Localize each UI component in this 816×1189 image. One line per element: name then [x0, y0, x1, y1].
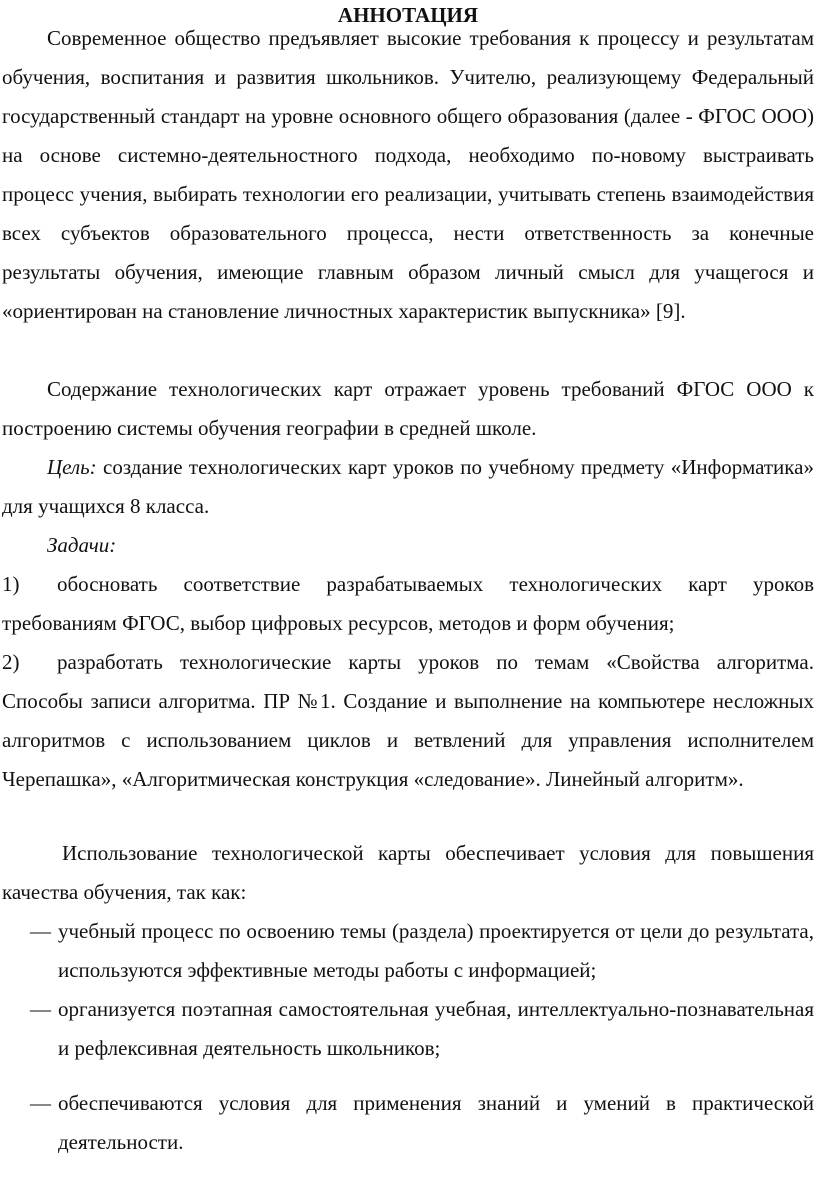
dash-marker: — — [30, 919, 51, 943]
task-number: 2) — [2, 650, 20, 674]
bullet-text: обеспечиваются условия для применения знаний и умений в практической деятельности. — [58, 1091, 814, 1154]
task-text: разработать технологические карты уроков по темам «Свойства алгоритма. Способы записи алгоритма. ПР №1. Создание и выполнение на компьютере несложных алгоритмов с использованием циклов и ветвлений для управления исполнителем Черепашка», «Алгоритмическая конструкция «следование». Линейный алгоритм». — [2, 650, 814, 791]
goal-text: создание технологических карт уроков по учебному предмету «Информатика» для учащихся 8 класса. — [2, 455, 814, 518]
bullet-item — [30, 990, 814, 1068]
goal-label: Цель: — [47, 455, 97, 479]
dash-marker: — — [30, 997, 51, 1021]
tasks-label: Задачи: — [47, 533, 117, 557]
bullet-text: учебный процесс по освоению темы (раздела) проектируется от цели до результата, используются эффективные методы работы с информацией; — [58, 919, 814, 982]
goal-paragraph — [2, 448, 814, 526]
task-text: обосновать соответствие разрабатываемых технологических карт уроков требованиям ФГОС, выбор цифровых ресурсов, методов и форм обучения; — [2, 572, 814, 635]
task-item — [2, 643, 814, 799]
usage-paragraph: Использование технологической карты обеспечивает условия для повышения качества обучения, так как: — [2, 841, 814, 904]
document-title: АННОТАЦИЯ — [337, 3, 479, 27]
bullet-item — [30, 912, 814, 990]
bullet-text: организуется поэтапная самостоятельная учебная, интеллектуально-познавательная и рефлексивная деятельность школьников; — [58, 997, 814, 1060]
intro-paragraph: Современное общество предъявляет высокие требования к процессу и результатам обучения, воспитания и развития школьников. Учителю, реализующему Федеральный государственный стандарт на уровне основного общего образования (далее - ФГОС ООО) на основе системно-деятельностного подхода, необходимо по-новому выстраивать процесс учения, выбирать технологии его реализации, учитывать степень взаимодействия всех субъектов образовательного процесса, нести ответственность за конечные результаты обучения, имеющие главным образом личный смысл для учащегося и «ориентирован на становление личностных характеристик выпускника» [9]. — [2, 26, 814, 323]
task-item — [2, 565, 814, 643]
content-paragraph: Содержание технологических карт отражает уровень требований ФГОС ООО к построению системы обучения географии в средней школе. — [2, 377, 814, 440]
bullet-item — [30, 1084, 814, 1162]
task-number: 1) — [2, 572, 20, 596]
dash-marker: — — [30, 1091, 51, 1115]
